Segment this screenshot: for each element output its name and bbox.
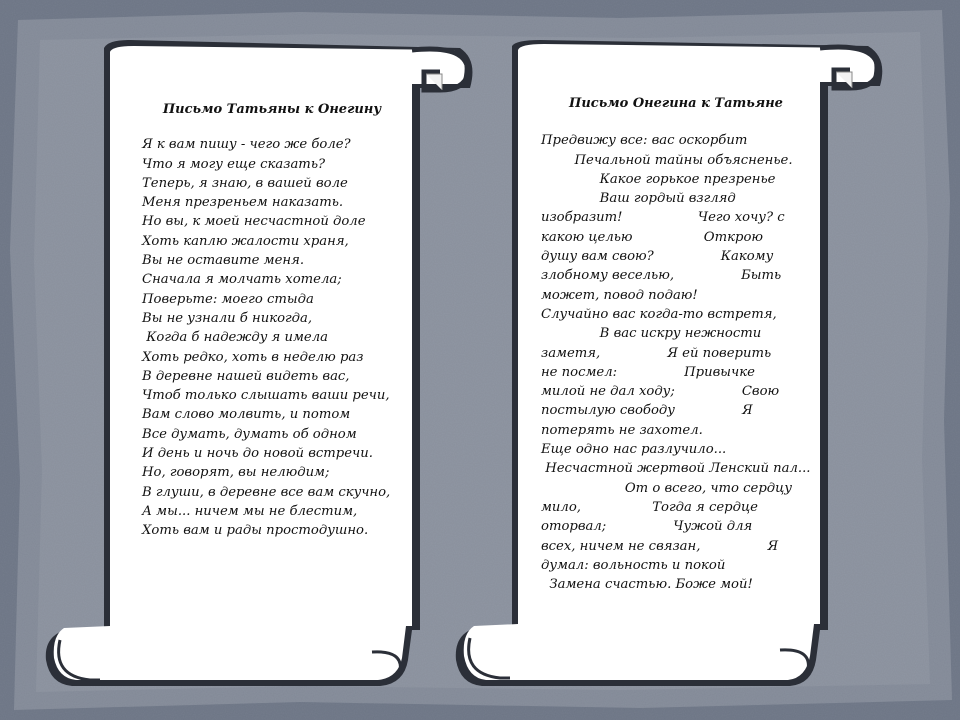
poem-line: Хоть редко, хоть в неделю раз — [142, 349, 364, 365]
poem-line: потерять не захотел. — [541, 422, 703, 438]
poem-line: В вас искру нежности — [541, 326, 762, 342]
poem-line: думал: вольность и покой — [541, 557, 726, 573]
poem-line: И день и ночь до новой встречи. — [142, 446, 373, 462]
poem-line: Чтоб только слышать ваши речи, — [142, 388, 390, 404]
poem-line: постылую свободу Я — [541, 403, 753, 419]
poem-line: Замена счастью. Боже мой! — [541, 577, 753, 593]
poem-line: Хоть каплю жалости храня, — [142, 233, 349, 249]
poem-line: Что я могу еще сказать? — [142, 156, 326, 172]
letter-body — [541, 131, 811, 594]
poem-line: всех, ничем не связан, Я — [541, 538, 779, 554]
poem-line: какою целью Открою — [541, 229, 763, 245]
poem-line: Но, говорят, вы нелюдим; — [142, 465, 330, 481]
poem-line: Когда б надежду я имела — [142, 330, 328, 346]
poem-line: может, повод подаю! — [541, 287, 698, 303]
poem-line: Все думать, думать об одном — [142, 426, 357, 442]
poem-line: мило, Тогда я сердце — [541, 499, 758, 515]
poem-line: Вам слово молвить, и потом — [142, 407, 351, 423]
poem-line: Сначала я молчать хотела; — [142, 272, 342, 288]
poem-line: От о всего, что сердцу — [541, 480, 793, 496]
poem-line: Несчастной жертвой Ленский пал... — [541, 461, 811, 477]
poem-line: А мы... ничем мы не блестим, — [142, 503, 358, 519]
poem-line: В деревне нашей видеть вас, — [142, 368, 350, 384]
onegin-letter — [541, 94, 811, 594]
letter-body — [142, 135, 392, 540]
poem-line: Ваш гордый взгляд — [541, 191, 736, 207]
poem-line: оторвал; Чужой для — [541, 519, 753, 535]
poem-line: Но вы, к моей несчастной доле — [142, 214, 366, 230]
poem-line: злобному веселью, Быть — [541, 268, 782, 284]
poem-line: Я к вам пишу - чего же боле? — [142, 137, 351, 153]
letter-title: Письмо Онегина к Татьяне — [569, 96, 783, 111]
poem-line: заметя, Я ей поверить — [541, 345, 772, 361]
poem-line: Хоть вам и рады простодушно. — [142, 523, 369, 539]
tatiana-letter — [142, 100, 392, 541]
poem-line: Теперь, я знаю, в вашей воле — [142, 175, 348, 191]
poem-line: Меня презреньем наказать. — [142, 195, 344, 211]
poem-line: милой не дал ходу; Свою — [541, 384, 780, 400]
poem-line: Вы не узнали б никогда, — [142, 310, 313, 326]
letter-title: Письмо Татьяны к Онегину — [162, 102, 382, 117]
poem-line: изобразит! Чего хочу? с — [541, 210, 785, 226]
poem-line: Какое горькое презренье — [541, 171, 776, 187]
poem-line: душу вам свою? Какому — [541, 249, 774, 265]
poem-line: В глуши, в деревне все вам скучно, — [142, 484, 391, 500]
poem-line: не посмел: Привычке — [541, 364, 755, 380]
poem-line: Еще одно нас разлучило... — [541, 442, 727, 458]
poem-line: Предвижу все: вас оскорбит — [541, 133, 748, 149]
poem-line: Поверьте: моего стыда — [142, 291, 314, 307]
poem-line: Вы не оставите меня. — [142, 253, 305, 269]
poem-line: Печальной тайны объясненье. — [541, 152, 793, 168]
poem-line: Случайно вас когда-то встретя, — [541, 306, 777, 322]
